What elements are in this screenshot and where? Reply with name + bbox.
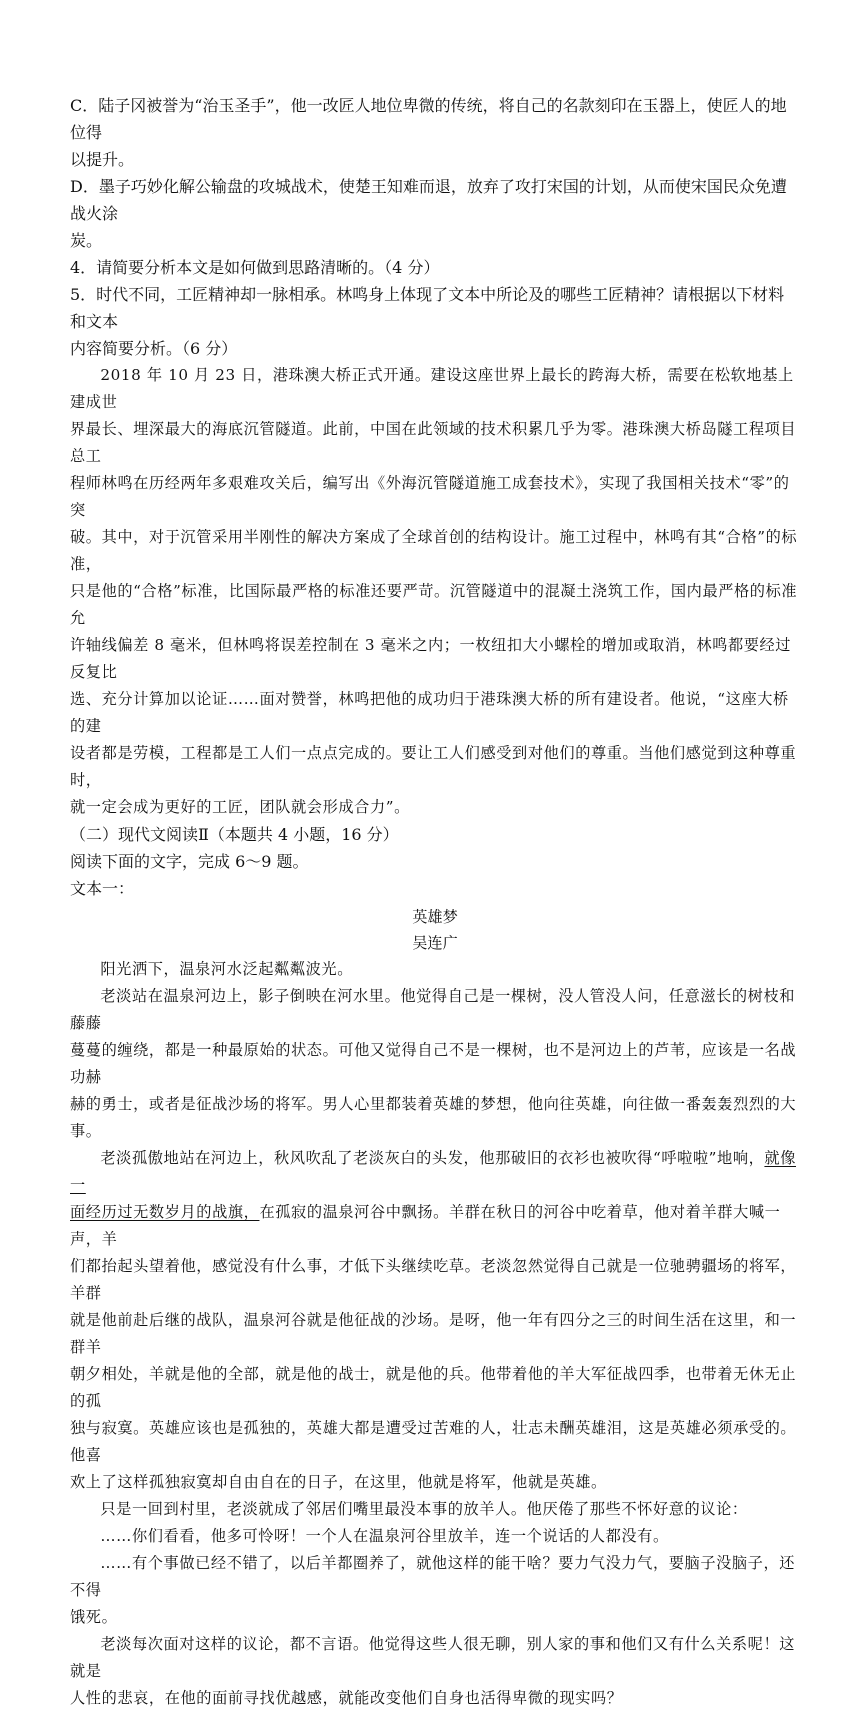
material-line-7: 选、充分计算加以论证……面对赞誉，林鸣把他的成功归于港珠澳大桥的所有建设者。他说，“这座大桥的建 (70, 690, 789, 735)
story-paragraph-6 (70, 1550, 800, 1631)
question-5-line-2: 内容简要分析。（6 分） (70, 339, 238, 358)
material-paragraph (70, 362, 800, 821)
story-paragraph-3-line-6: 独与寂寞。英雄应该也是孤独的，英雄大都是遭受过苦难的人，壮志未酬英雄泪，这是英雄必须承受的。他喜 (70, 1419, 797, 1464)
story-paragraph-6-line-2: 饿死。 (70, 1608, 118, 1626)
story-paragraph-3-line-1-text: 老淡孤傲地站在河边上，秋风吹乱了老淡灰白的头发，他那破旧的衣衫也被吹得“呼啦啦”地响， (100, 1149, 765, 1167)
reading-instruction: 阅读下面的文字，完成 6～9 题。 (70, 852, 309, 871)
material-line-9: 就一定会成为更好的工匠，团队就会形成合力”。 (70, 798, 410, 816)
option-c-line-2: 以提升。 (70, 150, 135, 169)
option-d-line-1: D．墨子巧妙化解公输盘的攻城战术，使楚王知难而退，放弃了攻打宋国的计划，从而使宋国民众免遭战火涂 (70, 177, 787, 223)
material-line-1: 2018 年 10 月 23 日，港珠澳大桥正式开通。建设这座世界上最长的跨海大桥，需要在松软地基上建成世 (70, 366, 794, 411)
story-paragraph-1: 阳光洒下，温泉河水泛起粼粼波光。 (100, 960, 353, 978)
story-paragraph-6-line-1: ……有个事做已经不错了，以后羊都圈养了，就他这样的能干啥？要力气没力气，要脑子没脑子，还不得 (70, 1554, 796, 1599)
story-paragraph-3-line-5: 朝夕相处，羊就是他的全部，就是他的战士，就是他的兵。他带着他的羊大军征战四季，也带着无休无止的孤 (70, 1365, 797, 1410)
section-heading: （二）现代文阅读Ⅱ（本题共 4 小题，16 分） (70, 825, 399, 844)
story-paragraph-2-line-1: 老淡站在温泉河边上，影子倒映在河水里。他觉得自己是一棵树，没人管没人问，任意滋长的树枝和藤藤 (70, 987, 796, 1032)
text-one-label: 文本一： (70, 879, 135, 898)
underlined-phrase-part-2: 面经历过无数岁月的战旗， (70, 1203, 260, 1221)
story-paragraph-3 (70, 1145, 800, 1496)
material-line-3: 程师林鸣在历经两年多艰难攻关后，编写出《外海沉管隧道施工成套技术》，实现了我国相关技术“零”的突 (70, 474, 790, 519)
material-line-5: 只是他的“合格”标准，比国际最严格的标准还要严苛。沉管隧道中的混凝土浇筑工作，国内最严格的标准允 (70, 582, 798, 627)
story-paragraph-7-line-1: 老淡每次面对这样的议论，都不言语。他觉得这些人很无聊，别人家的事和他们又有什么关系呢！这就是 (70, 1635, 796, 1680)
story-paragraph-2-line-2: 蔓蔓的缠绕，都是一种最原始的状态。可他又觉得自己不是一棵树，也不是河边上的芦苇，应该是一名战功赫 (70, 1041, 797, 1086)
story-paragraph-2 (70, 983, 800, 1145)
question-5-line-1: 5．时代不同，工匠精神却一脉相承。林鸣身上体现了文本中所论及的哪些工匠精神？请根据以下材料和文本 (70, 285, 785, 331)
story-paragraph-3-line-2 (70, 1199, 800, 1253)
story-title: 英雄梦 (412, 908, 458, 926)
story-paragraph-7-line-2: 人性的悲哀，在他的面前寻找优越感，就能改变他们自身也活得卑微的现实吗？ (70, 1689, 623, 1707)
option-c (70, 92, 800, 173)
document-page (70, 92, 800, 1712)
question-4: 4．请简要分析本文是如何做到思路清晰的。（4 分） (70, 258, 440, 277)
story-paragraph-3-line-1 (70, 1145, 800, 1199)
option-c-line-1: C．陆子冈被誉为“治玉圣手”，他一改匠人地位卑微的传统，将自己的名款刻印在玉器上，使匠人的地位得 (70, 96, 787, 142)
story-author: 吴连广 (412, 934, 458, 952)
story-paragraph-3-line-4: 就是他前赴后继的战队，温泉河谷就是他征战的沙场。是呀，他一年有四分之三的时间生活在这里，和一群羊 (70, 1311, 797, 1356)
material-line-2: 界最长、埋深最大的海底沉管隧道。此前，中国在此领域的技术积累几乎为零。港珠澳大桥岛隧工程项目总工 (70, 420, 797, 465)
story-paragraph-3-line-3: 们都抬起头望着他，感觉没有什么事，才低下头继续吃草。老淡忽然觉得自己就是一位驰骋疆场的将军，羊群 (70, 1257, 797, 1302)
question-5 (70, 281, 800, 362)
option-d (70, 173, 800, 254)
story-paragraph-7 (70, 1631, 800, 1712)
story-paragraph-2-line-3: 赫的勇士，或者是征战沙场的将军。男人心里都装着英雄的梦想，他向往英雄，向往做一番轰轰烈烈的大事。 (70, 1095, 797, 1140)
story-paragraph-3-line-2-text: 在孤寂的温泉河谷中飘扬。羊群在秋日的河谷中吃着草，他对着羊群大喊一声，羊 (70, 1203, 781, 1248)
material-line-8: 设者都是劳模，工程都是工人们一点点完成的。要让工人们感受到对他们的尊重。当他们感觉到这种尊重时， (70, 744, 797, 789)
material-line-4: 破。其中，对于沉管采用半刚性的解决方案成了全球首创的结构设计。施工过程中，林鸣有其“合格”的标准， (70, 528, 798, 573)
material-line-6: 许轴线偏差 8 毫米，但林鸣将误差控制在 3 毫米之内；一枚纽扣大小螺栓的增加或取消，林鸣都要经过反复比 (70, 636, 792, 681)
story-paragraph-5: ……你们看看，他多可怜呀！一个人在温泉河谷里放羊，连一个说话的人都没有。 (100, 1527, 669, 1545)
story-paragraph-3-line-7: 欢上了这样孤独寂寞却自由自在的日子，在这里，他就是将军，他就是英雄。 (70, 1473, 607, 1491)
story-paragraph-4: 只是一回到村里，老淡就成了邻居们嘴里最没本事的放羊人。他厌倦了那些不怀好意的议论： (100, 1500, 748, 1518)
option-d-line-2: 炭。 (70, 231, 103, 250)
underlined-phrase-part-1: 就像一 (70, 1149, 796, 1194)
